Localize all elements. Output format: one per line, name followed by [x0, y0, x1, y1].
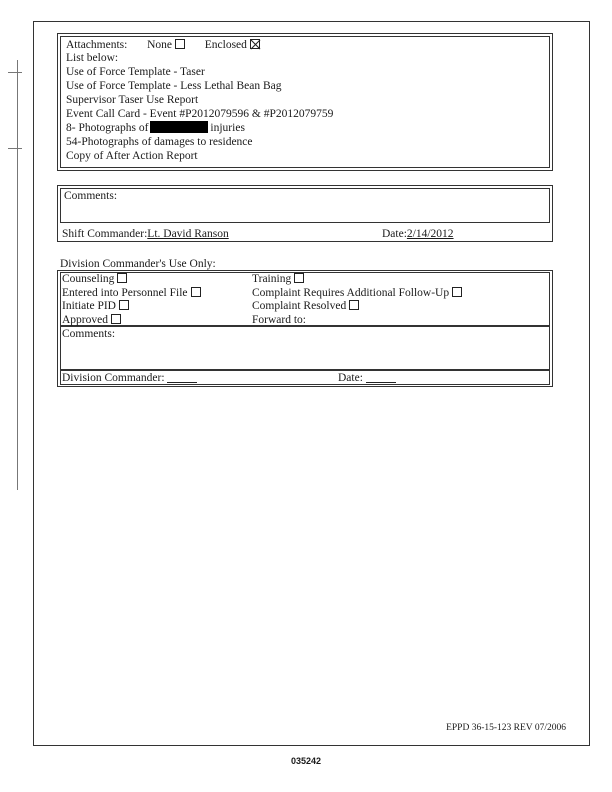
resolved-label: Complaint Resolved [252, 300, 347, 312]
resolved-checkbox[interactable] [349, 300, 359, 310]
approved-label: Approved [62, 314, 108, 326]
attachment-item: Event Call Card - Event #P2012079596 & #P2012079759 [66, 108, 334, 120]
personnel-file-option [62, 286, 201, 300]
attachment-item: 54-Photographs of damages to residence [66, 136, 253, 148]
initiate-pid-label: Initiate PID [62, 300, 116, 312]
counseling-option [62, 272, 127, 286]
division-comments-box [60, 326, 550, 370]
division-comments-label: Comments: [62, 328, 116, 340]
margin-tick [8, 72, 22, 73]
division-date-label: Date: [338, 372, 363, 384]
follow-up-label: Complaint Requires Additional Follow-Up [252, 287, 450, 299]
forward-to-label: Forward to: [252, 314, 306, 326]
training-option [252, 272, 304, 286]
shift-commander-label: Shift Commander: [62, 228, 148, 240]
division-heading: Division Commander's Use Only: [60, 258, 216, 270]
resolved-option [252, 299, 359, 313]
personnel-file-checkbox[interactable] [191, 287, 201, 297]
margin-line [17, 60, 18, 490]
attachment-item: Copy of After Action Report [66, 150, 198, 162]
personnel-file-label: Entered into Personnel File [62, 287, 188, 299]
attachment-item-photos [66, 121, 245, 135]
division-date-row [338, 371, 396, 385]
division-commander-label: Division Commander: [62, 372, 165, 384]
bates-number: 035242 [290, 756, 322, 766]
shift-date-value: 2/14/2012 [406, 228, 454, 240]
redaction-block [150, 121, 208, 133]
follow-up-option [252, 286, 462, 300]
attachment-item: Use of Force Template - Less Lethal Bean Bag [66, 80, 282, 92]
attachment-item: Supervisor Taser Use Report [66, 94, 199, 106]
division-date-blank[interactable] [366, 371, 396, 383]
photos-prefix: 8- Photographs of [66, 122, 149, 134]
counseling-checkbox[interactable] [117, 273, 127, 283]
shift-commander-row [62, 227, 229, 241]
counseling-label: Counseling [62, 273, 115, 285]
photos-suffix: injuries [210, 122, 245, 134]
follow-up-checkbox[interactable] [452, 287, 462, 297]
shift-commander-name: Lt. David Ranson [147, 228, 229, 240]
initiate-pid-option [62, 299, 129, 313]
attachment-item: Use of Force Template - Taser [66, 66, 205, 78]
enclosed-label: Enclosed [204, 39, 247, 51]
training-checkbox[interactable] [294, 273, 304, 283]
division-commander-blank[interactable] [167, 371, 197, 383]
none-label: None [147, 39, 172, 51]
division-commander-row [62, 371, 197, 385]
form-code: EPPD 36-15-123 REV 07/2006 [446, 723, 566, 733]
shift-comments-inner-box [60, 188, 550, 223]
shift-comments-label: Comments: [64, 190, 118, 202]
list-below-label: List below: [66, 52, 119, 64]
shift-date-row [382, 227, 454, 241]
initiate-pid-checkbox[interactable] [119, 300, 129, 310]
margin-tick [8, 148, 22, 149]
none-checkbox[interactable] [175, 39, 185, 49]
attachments-label: Attachments: [66, 39, 128, 51]
shift-date-label: Date: [382, 228, 407, 240]
approved-checkbox[interactable] [111, 314, 121, 324]
attachments-row [66, 38, 260, 52]
approved-option [62, 313, 121, 327]
training-label: Training [252, 273, 292, 285]
enclosed-checkbox[interactable] [250, 39, 260, 49]
